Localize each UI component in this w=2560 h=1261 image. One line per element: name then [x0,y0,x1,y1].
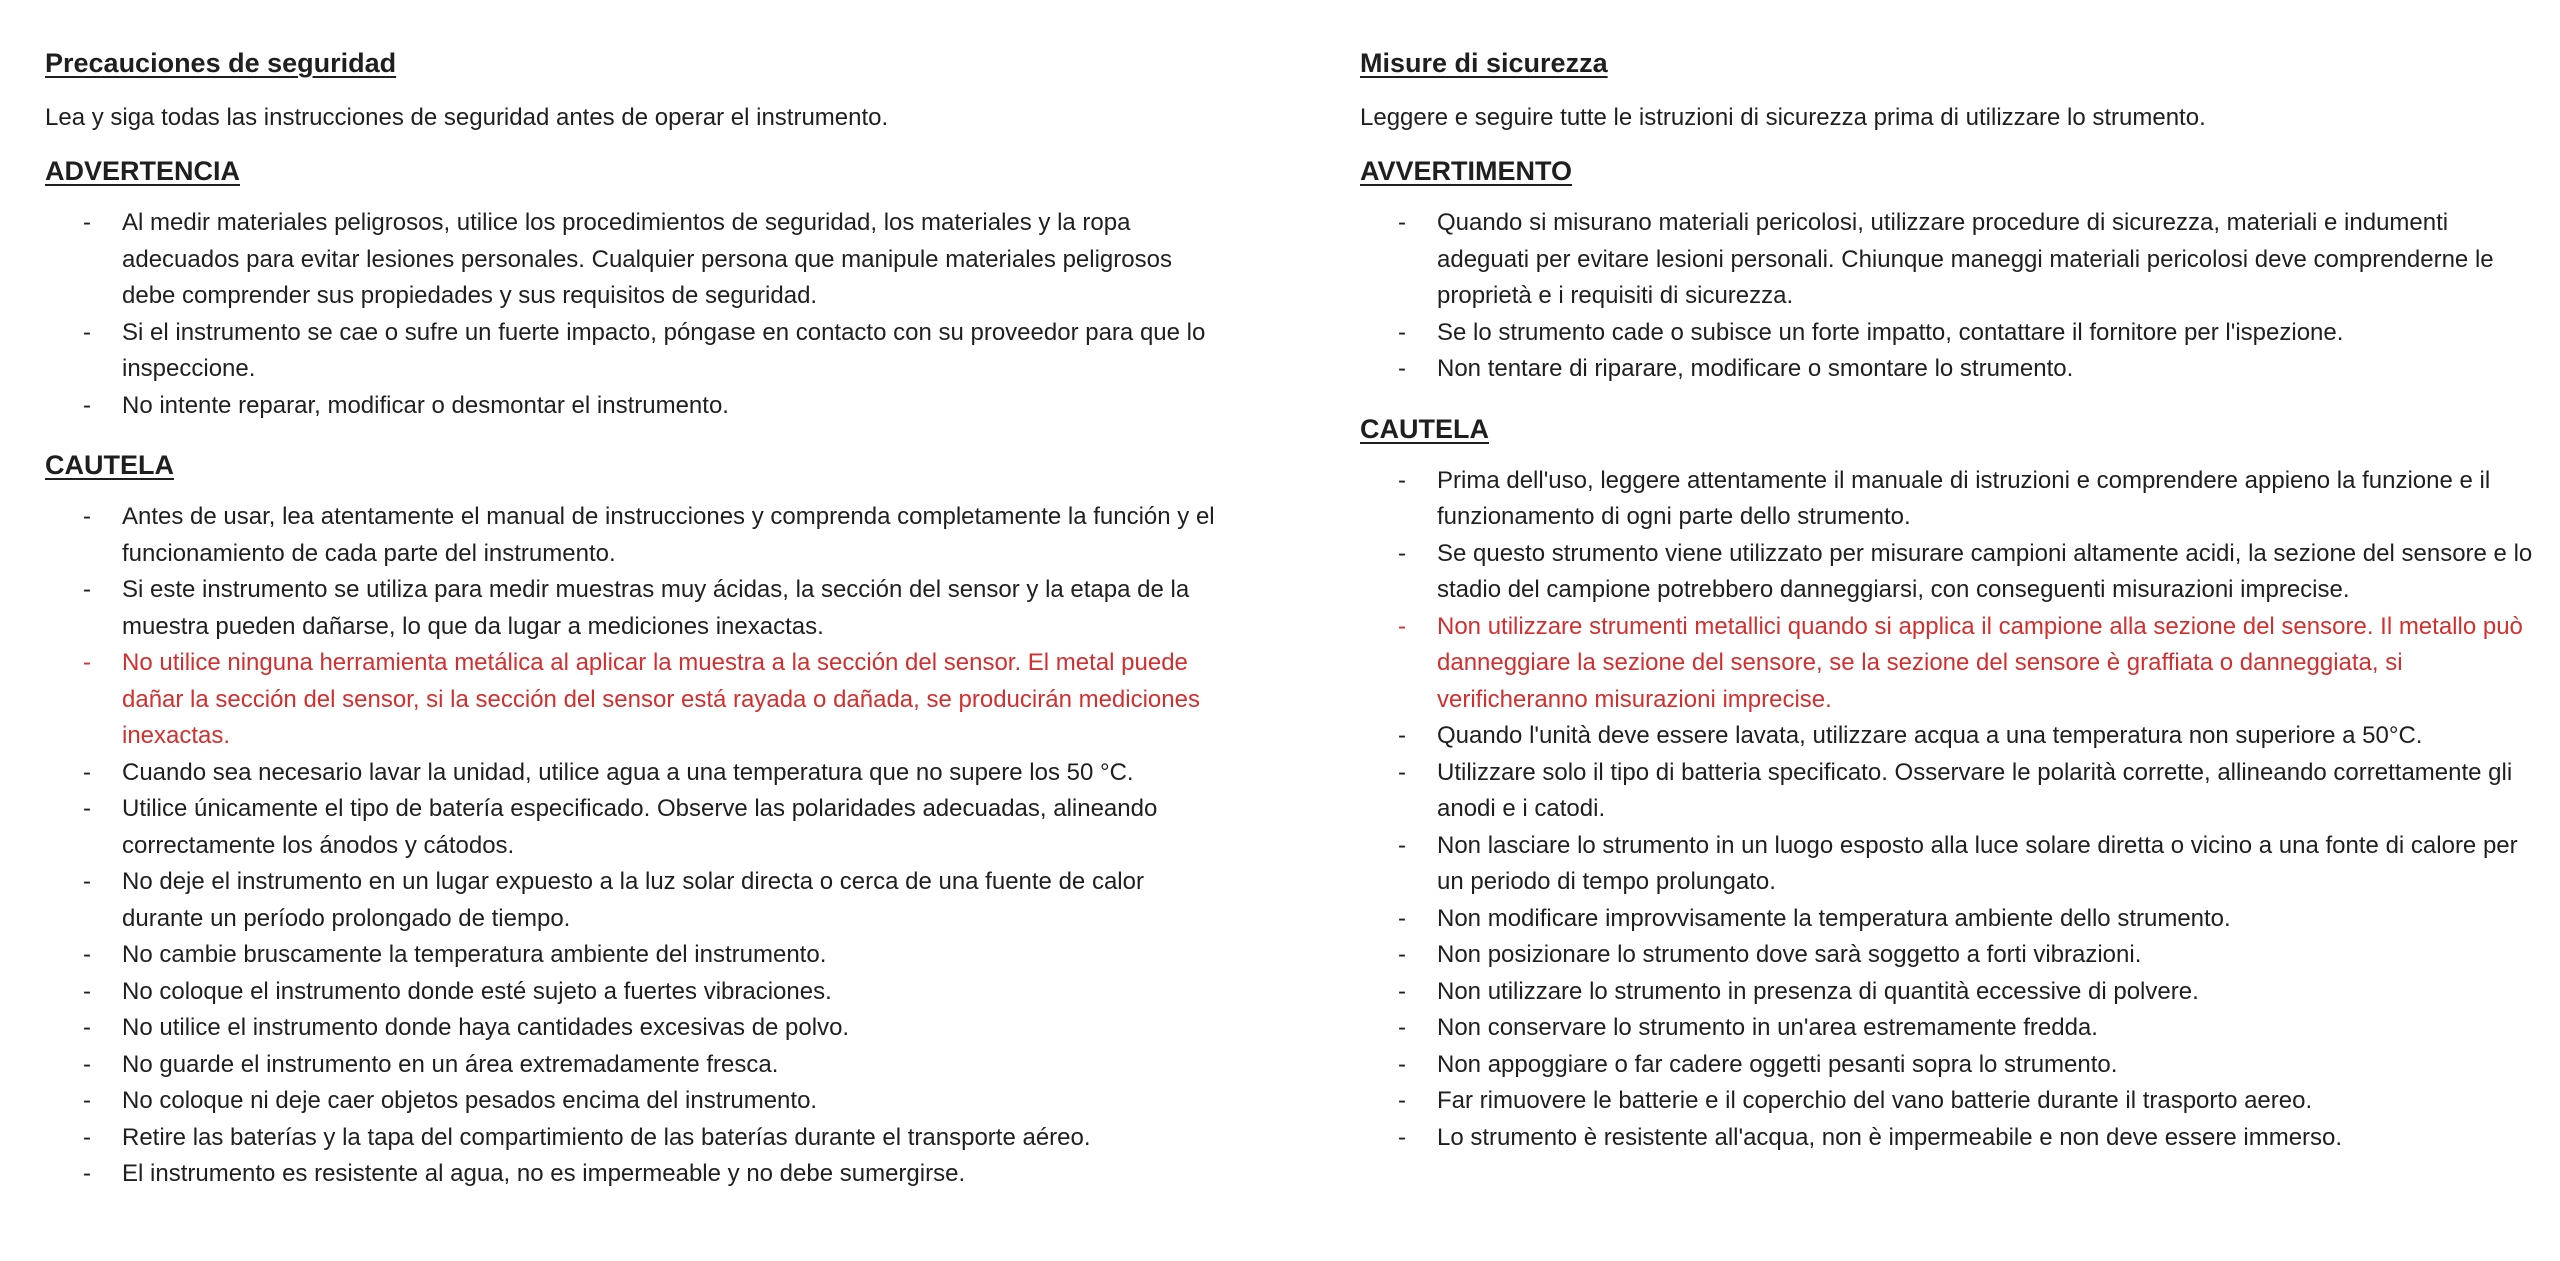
list-item: - Cuando sea necesario lavar la unidad, utilice agua a una temperatura que no supere los 50 °C. [45,755,1225,792]
spanish-column [45,38,1225,1193]
caution-list [1360,463,2535,1157]
intro-text: Lea y siga todas las instrucciones de seguridad antes de operar el instrumento. [45,104,889,131]
warning-list [1360,205,2535,388]
list-item: - Non conservare lo strumento in un'area estremamente fredda. [1360,1010,2535,1047]
page-title: Misure di sicurezza [1360,48,1608,78]
list-item: - No cambie bruscamente la temperatura ambiente del instrumento. [45,937,1225,974]
list-item: - Utilizzare solo il tipo di batteria specificato. Osservare le polarità corrette, allineando correttamente gli anodi e i catodi. [1360,755,2535,828]
list-item-highlighted: - Non utilizzare strumenti metallici quando si applica il campione alla sezione del sensore. Il metallo può danneggiare la sezione del sensore, se la sezione del sensore è graffiata o danneggiata, si verificheranno misurazioni imprecise. [1360,609,2535,719]
list-item: - Si el instrumento se cae o sufre un fuerte impacto, póngase en contacto con su proveedor para que lo inspeccione. [45,315,1225,388]
list-item: - Non utilizzare lo strumento in presenza di quantità eccessive di polvere. [1360,974,2535,1011]
caution-heading: CAUTELA [45,450,174,480]
page-title: Precauciones de seguridad [45,48,397,78]
list-item: - Antes de usar, lea atentamente el manual de instrucciones y comprenda completamente la función y el funcionamiento de cada parte del instrumento. [45,499,1225,572]
list-item: - No coloque ni deje caer objetos pesados encima del instrumento. [45,1083,1225,1120]
list-item: - El instrumento es resistente al agua, no es impermeable y no debe sumergirse. [45,1156,1225,1193]
list-item: - Far rimuovere le batterie e il coperchio del vano batterie durante il trasporto aereo. [1360,1083,2535,1120]
list-item: - Se lo strumento cade o subisce un forte impatto, contattare il fornitore per l'ispezione. [1360,315,2535,352]
list-item: - Non tentare di riparare, modificare o smontare lo strumento. [1360,351,2535,388]
list-item: - Non posizionare lo strumento dove sarà soggetto a forti vibrazioni. [1360,937,2535,974]
list-item: - Quando si misurano materiali pericolosi, utilizzare procedure di sicurezza, materiali e indumenti adeguati per evitare lesioni personali. Chiunque maneggi materiali pericolosi deve comprenderne le proprietà e i requisiti di sicurezza. [1360,205,2535,315]
intro-text: Leggere e seguire tutte le istruzioni di sicurezza prima di utilizzare lo strumento. [1360,104,2206,131]
list-item: - Lo strumento è resistente all'acqua, non è impermeabile e non deve essere immerso. [1360,1120,2535,1157]
warning-heading: AVVERTIMENTO [1360,156,1573,186]
list-item: - Prima dell'uso, leggere attentamente il manuale di istruzioni e comprendere appieno la funzione e il funzionamento di ogni parte dello strumento. [1360,463,2535,536]
list-item: - Quando l'unità deve essere lavata, utilizzare acqua a una temperatura non superiore a 50°C. [1360,718,2535,755]
list-item: - Si este instrumento se utiliza para medir muestras muy ácidas, la sección del sensor y la etapa de la muestra pueden dañarse, lo que da lugar a mediciones inexactas. [45,572,1225,645]
list-item: - Utilice únicamente el tipo de batería especificado. Observe las polaridades adecuadas, alineando correctamente los ánodos y cátodos. [45,791,1225,864]
list-item: - Se questo strumento viene utilizzato per misurare campioni altamente acidi, la sezione del sensore e lo stadio del campione potrebbero danneggiarsi, con conseguenti misurazioni imprecise. [1360,536,2535,609]
list-item: - No coloque el instrumento donde esté sujeto a fuertes vibraciones. [45,974,1225,1011]
caution-list [45,499,1225,1193]
italian-column [1360,38,2535,1156]
list-item: - Non lasciare lo strumento in un luogo esposto alla luce solare diretta o vicino a una fonte di calore per un periodo di tempo prolungato. [1360,828,2535,901]
list-item-highlighted: - No utilice ninguna herramienta metálica al aplicar la muestra a la sección del sensor. El metal puede dañar la sección del sensor, si la sección del sensor está rayada o dañada, se producirán mediciones inexactas. [45,645,1225,755]
warning-heading: ADVERTENCIA [45,156,241,186]
list-item: - Al medir materiales peligrosos, utilice los procedimientos de seguridad, los materiales y la ropa adecuados para evitar lesiones personales. Cualquier persona que manipule materiales peligrosos debe comprender sus propiedades y sus requisitos de seguridad. [45,205,1225,315]
list-item: - Non appoggiare o far cadere oggetti pesanti sopra lo strumento. [1360,1047,2535,1084]
list-item: - No deje el instrumento en un lugar expuesto a la luz solar directa o cerca de una fuente de calor durante un período prolongado de tiempo. [45,864,1225,937]
list-item: - No intente reparar, modificar o desmontar el instrumento. [45,388,1225,425]
caution-heading: CAUTELA [1360,413,1489,444]
list-item: - Non modificare improvvisamente la temperatura ambiente dello strumento. [1360,901,2535,938]
warning-list [45,205,1225,424]
list-item: - Retire las baterías y la tapa del compartimiento de las baterías durante el transporte aéreo. [45,1120,1225,1157]
list-item: - No utilice el instrumento donde haya cantidades excesivas de polvo. [45,1010,1225,1047]
list-item: - No guarde el instrumento en un área extremadamente fresca. [45,1047,1225,1084]
